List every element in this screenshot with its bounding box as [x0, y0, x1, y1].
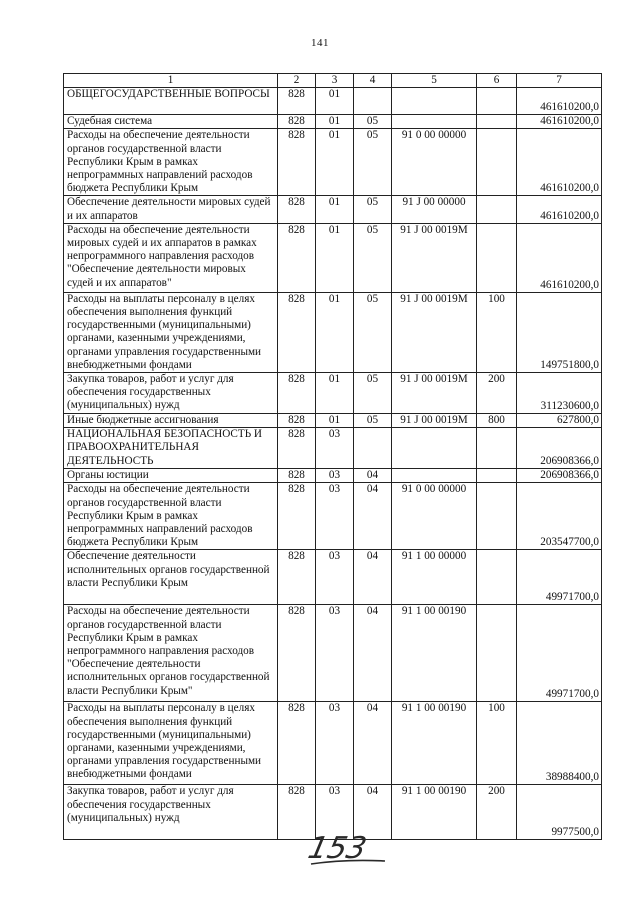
- row-amount: 461610200,0: [517, 129, 602, 196]
- header-cell: 2: [278, 74, 316, 88]
- row-vr: [477, 196, 517, 223]
- row-rz: 01: [316, 115, 354, 129]
- row-ved: 828: [278, 292, 316, 372]
- row-pr: 05: [354, 223, 392, 292]
- header-cell: 1: [64, 74, 278, 88]
- row-ved: 828: [278, 702, 316, 785]
- row-rz: 03: [316, 428, 354, 469]
- row-ved: 828: [278, 196, 316, 223]
- row-vr: [477, 428, 517, 469]
- row-amount: 461610200,0: [517, 88, 602, 115]
- row-ved: 828: [278, 428, 316, 469]
- row-ved: 828: [278, 414, 316, 428]
- row-vr: 200: [477, 373, 517, 414]
- row-amount: 206908366,0: [517, 428, 602, 469]
- table-row: [64, 550, 602, 605]
- table-row: [64, 129, 602, 196]
- row-name: Расходы на выплаты персоналу в целях обеспечения выполнения функций государственными (муниципальными) органами, казенными учреждениями, органами управления государственными внебюджетными фондами: [64, 292, 278, 372]
- row-amount: 461610200,0: [517, 196, 602, 223]
- row-csr: 91 1 00 00190: [392, 605, 477, 702]
- header-cell: 6: [477, 74, 517, 88]
- row-vr: 200: [477, 785, 517, 840]
- row-vr: [477, 469, 517, 483]
- row-pr: 04: [354, 483, 392, 550]
- header-cell: 3: [316, 74, 354, 88]
- row-rz: 01: [316, 129, 354, 196]
- row-rz: 03: [316, 785, 354, 840]
- row-rz: 03: [316, 483, 354, 550]
- row-name: Расходы на обеспечение деятельности органов государственной власти Республики Крым в рамках непрограммных направлений расходов бюджета Республики Крым: [64, 129, 278, 196]
- row-vr: [477, 483, 517, 550]
- row-name: Закупка товаров, работ и услуг для обеспечения государственных (муниципальных) нужд: [64, 785, 278, 840]
- table-row: [64, 373, 602, 414]
- row-rz: 03: [316, 469, 354, 483]
- row-amount: 38988400,0: [517, 702, 602, 785]
- row-ved: 828: [278, 785, 316, 840]
- row-csr: [392, 115, 477, 129]
- row-ved: 828: [278, 129, 316, 196]
- row-ved: 828: [278, 605, 316, 702]
- row-name: Расходы на обеспечение деятельности органов государственной власти Республики Крым в рамках непрограммного направления расходов "Обеспечение деятельности исполнительных органов государственной власти Республики Крым": [64, 605, 278, 702]
- header-cell: 7: [517, 74, 602, 88]
- row-vr: [477, 88, 517, 115]
- row-amount: 627800,0: [517, 414, 602, 428]
- row-csr: 91 J 00 0019М: [392, 292, 477, 372]
- header-cell: 4: [354, 74, 392, 88]
- row-amount: 49971700,0: [517, 550, 602, 605]
- row-amount: 203547700,0: [517, 483, 602, 550]
- row-name: Расходы на обеспечение деятельности мировых судей и их аппаратов в рамках непрограммного направления расходов "Обеспечение деятельности мировых судей и их аппаратов": [64, 223, 278, 292]
- table-row: [64, 223, 602, 292]
- budget-table: [63, 73, 602, 840]
- row-csr: 91 J 00 0019М: [392, 223, 477, 292]
- row-pr: 04: [354, 550, 392, 605]
- row-vr: 800: [477, 414, 517, 428]
- row-csr: [392, 428, 477, 469]
- row-ved: 828: [278, 88, 316, 115]
- row-pr: 05: [354, 129, 392, 196]
- row-rz: 03: [316, 550, 354, 605]
- row-name: Расходы на выплаты персоналу в целях обеспечения выполнения функций государственными (муниципальными) органами, казенными учреждениями, органами управления государственными внебюджетными фондами: [64, 702, 278, 785]
- row-ved: 828: [278, 223, 316, 292]
- row-name: Обеспечение деятельности мировых судей и их аппаратов: [64, 196, 278, 223]
- header-cell: 5: [392, 74, 477, 88]
- row-pr: 05: [354, 373, 392, 414]
- table-row: [64, 115, 602, 129]
- row-rz: 01: [316, 373, 354, 414]
- row-amount: 461610200,0: [517, 115, 602, 129]
- row-pr: 05: [354, 292, 392, 372]
- row-ved: 828: [278, 469, 316, 483]
- row-amount: 149751800,0: [517, 292, 602, 372]
- row-amount: 49971700,0: [517, 605, 602, 702]
- row-name: ОБЩЕГОСУДАРСТВЕННЫЕ ВОПРОСЫ: [64, 88, 278, 115]
- row-name: Иные бюджетные ассигнования: [64, 414, 278, 428]
- row-pr: 04: [354, 785, 392, 840]
- row-pr: 04: [354, 469, 392, 483]
- row-name: Обеспечение деятельности исполнительных органов государственной власти Республики Крым: [64, 550, 278, 605]
- row-csr: 91 J 00 00000: [392, 196, 477, 223]
- row-name: НАЦИОНАЛЬНАЯ БЕЗОПАСНОСТЬ И ПРАВООХРАНИТЕЛЬНАЯ ДЕЯТЕЛЬНОСТЬ: [64, 428, 278, 469]
- page-number: 141: [311, 37, 329, 49]
- row-ved: 828: [278, 373, 316, 414]
- table-row: [64, 469, 602, 483]
- row-rz: 01: [316, 88, 354, 115]
- row-pr: [354, 428, 392, 469]
- row-pr: 04: [354, 605, 392, 702]
- budget-table-body: [64, 74, 602, 840]
- row-pr: 05: [354, 414, 392, 428]
- table-row: [64, 196, 602, 223]
- row-rz: 01: [316, 223, 354, 292]
- row-vr: [477, 223, 517, 292]
- row-amount: 311230600,0: [517, 373, 602, 414]
- row-csr: [392, 88, 477, 115]
- table-header-row: [64, 74, 602, 88]
- row-rz: 01: [316, 292, 354, 372]
- table-row: [64, 483, 602, 550]
- row-name: Органы юстиции: [64, 469, 278, 483]
- row-pr: 05: [354, 115, 392, 129]
- row-vr: [477, 550, 517, 605]
- row-pr: 04: [354, 702, 392, 785]
- row-rz: 03: [316, 605, 354, 702]
- table-row: [64, 414, 602, 428]
- table-row: [64, 292, 602, 372]
- row-csr: 91 J 00 0019М: [392, 373, 477, 414]
- table-row: [64, 428, 602, 469]
- row-vr: [477, 129, 517, 196]
- row-vr: [477, 605, 517, 702]
- handwritten-page-number: [305, 828, 395, 868]
- row-csr: 91 1 00 00190: [392, 785, 477, 840]
- table-row: [64, 702, 602, 785]
- table-row: [64, 88, 602, 115]
- row-csr: 91 J 00 0019М: [392, 414, 477, 428]
- row-amount: 461610200,0: [517, 223, 602, 292]
- row-csr: 91 0 00 00000: [392, 483, 477, 550]
- row-pr: [354, 88, 392, 115]
- row-pr: 05: [354, 196, 392, 223]
- row-ved: 828: [278, 483, 316, 550]
- row-csr: 91 1 00 00190: [392, 702, 477, 785]
- table-row: [64, 605, 602, 702]
- row-rz: 01: [316, 414, 354, 428]
- row-csr: 91 0 00 00000: [392, 129, 477, 196]
- row-ved: 828: [278, 115, 316, 129]
- handwritten-number-text: 153: [305, 831, 370, 866]
- row-vr: 100: [477, 702, 517, 785]
- row-name: Закупка товаров, работ и услуг для обеспечения государственных (муниципальных) нужд: [64, 373, 278, 414]
- row-csr: 91 1 00 00000: [392, 550, 477, 605]
- row-name: Судебная система: [64, 115, 278, 129]
- row-csr: [392, 469, 477, 483]
- row-name: Расходы на обеспечение деятельности органов государственной власти Республики Крым в рамках непрограммных направлений расходов бюджета Республики Крым: [64, 483, 278, 550]
- row-rz: 03: [316, 702, 354, 785]
- row-ved: 828: [278, 550, 316, 605]
- row-amount: 206908366,0: [517, 469, 602, 483]
- row-vr: [477, 115, 517, 129]
- row-vr: 100: [477, 292, 517, 372]
- row-amount: 9977500,0: [517, 785, 602, 840]
- row-rz: 01: [316, 196, 354, 223]
